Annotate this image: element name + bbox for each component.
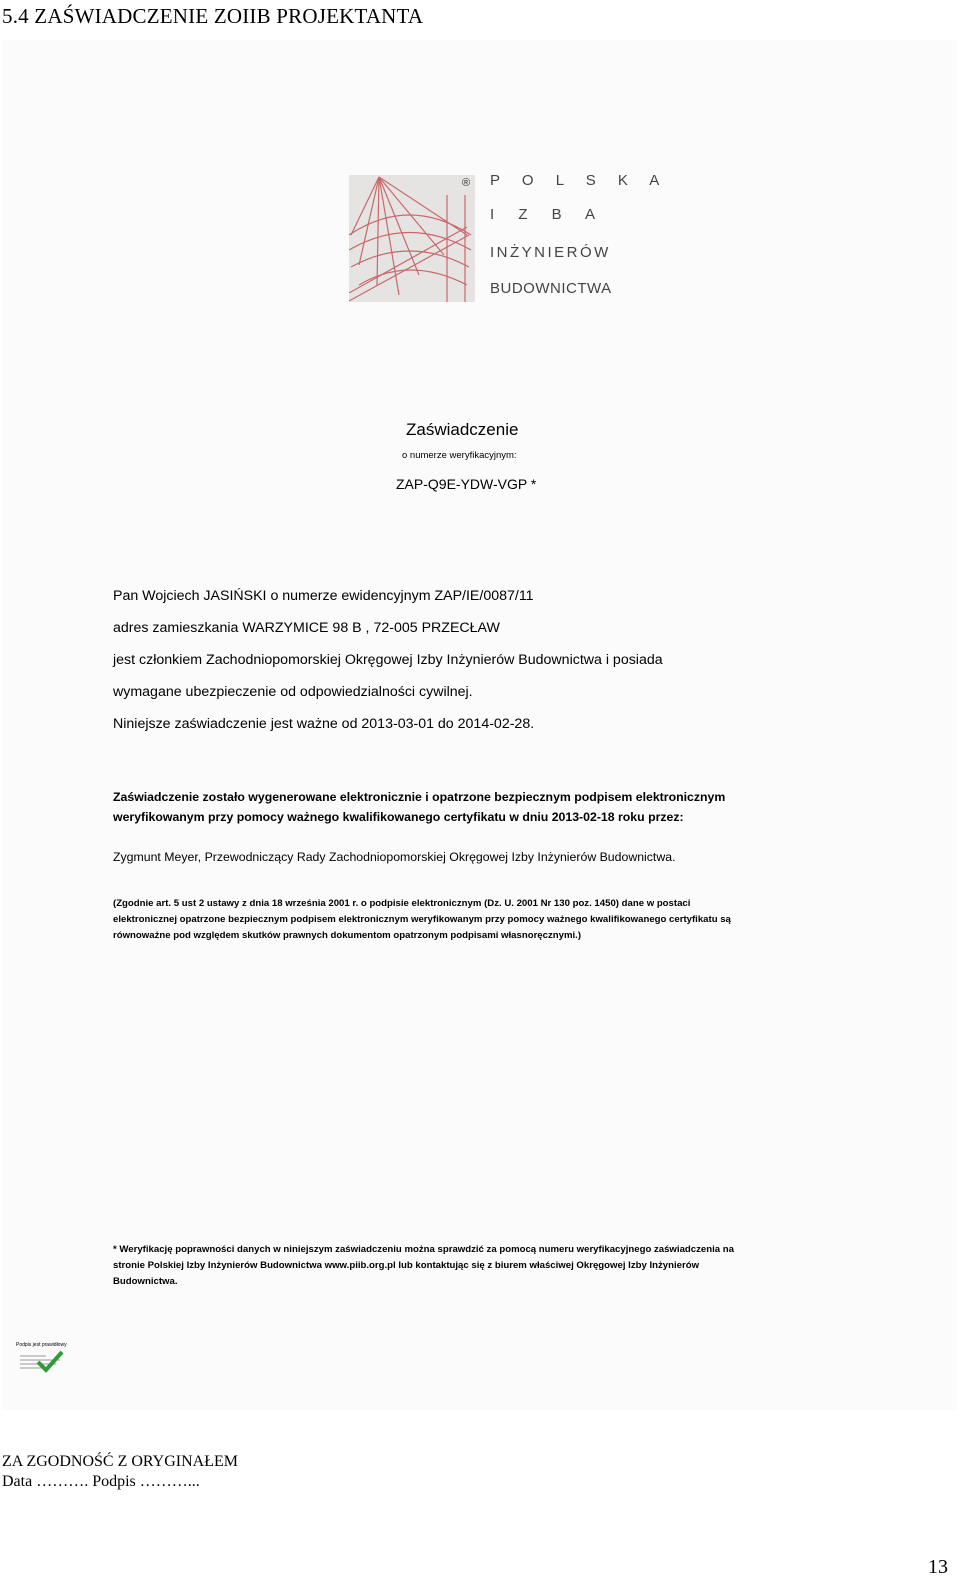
logo-line-4: BUDOWNICTWA — [490, 280, 612, 297]
verification-code: ZAP-Q9E-YDW-VGP * — [396, 476, 537, 492]
conformity-line-1: ZA ZGODNOŚĆ Z ORYGINAŁEM — [2, 1453, 238, 1470]
stamp-label: Podpis jest prawidłowy — [16, 1342, 67, 1348]
generated-line-2: weryfikowanym przy pomocy ważnego kwalifikowanego certyfikatu w dniu 2013-02-18 roku przez: — [113, 810, 684, 824]
legal-line-3: równoważne pod względem skutków prawnych dokumentom opatrzonym podpisami własnoręcznymi.) — [113, 930, 582, 941]
footnote-line-3: Budownictwa. — [113, 1276, 178, 1287]
generated-line-1: Zaświadczenie zostało wygenerowane elektronicznie i opatrzone bezpiecznym podpisem elektronicznym — [113, 790, 726, 804]
body-line-5: Niniejsze zaświadczenie jest ważne od 2013-03-01 do 2014-02-28. — [113, 716, 535, 732]
body-line-1: Pan Wojciech JASIŃSKI o numerze ewidencyjnym ZAP/IE/0087/11 — [113, 588, 534, 604]
page-number: 13 — [928, 1556, 948, 1578]
body-line-3: jest członkiem Zachodniopomorskiej Okręgowej Izby Inżynierów Budownictwa i posiada — [113, 652, 663, 668]
footnote-line-1: * Weryfikację poprawności danych w niniejszym zaświadczeniu można sprawdzić za pomocą numeru weryfikacyjnego zaświadczenia na — [113, 1244, 734, 1255]
body-line-2: adres zamieszkania WARZYMICE 98 B , 72-005 PRZECŁAW — [113, 620, 500, 636]
footnote-line-2: stronie Polskiej Izby Inżynierów Budownictwa www.piib.org.pl lub kontaktując się z biurem właściwej Okręgowej Izby Inżynierów — [113, 1260, 700, 1271]
certificate-title: Zaświadczenie — [406, 420, 519, 439]
logo-line-3: INŻYNIERÓW — [490, 244, 611, 261]
section-heading: 5.4 ZAŚWIADCZENIE ZOIIB PROJEKTANTA — [2, 4, 424, 28]
checkmark-icon — [16, 1350, 80, 1376]
conformity-note — [2, 1452, 238, 1492]
logo-line-2: I Z B A — [490, 206, 606, 223]
registered-mark: ® — [462, 177, 471, 189]
body-line-4: wymagane ubezpieczenie od odpowiedzialności cywilnej. — [113, 684, 473, 700]
signature-stamp — [16, 1342, 80, 1376]
piib-logo-icon — [349, 175, 475, 302]
legal-line-2: elektronicznej opatrzone bezpiecznym podpisem elektronicznym weryfikowanym przy pomocy ważnego kwalifikowanego certyfikatu są — [113, 914, 731, 925]
certificate-subtitle: o numerze weryfikacyjnym: — [402, 450, 517, 461]
signer-line: Zygmunt Meyer, Przewodniczący Rady Zachodniopomorskiej Okręgowej Izby Inżynierów Budownictwa. — [113, 850, 676, 864]
conformity-line-2: Data ………. Podpis ………... — [2, 1473, 200, 1490]
logo-line-1: P O L S K A — [490, 172, 669, 189]
legal-line-1: (Zgodnie art. 5 ust 2 ustawy z dnia 18 września 2001 r. o podpisie elektronicznym (Dz. U. 2001 Nr 130 poz. 1450) dane w postaci — [113, 898, 691, 909]
